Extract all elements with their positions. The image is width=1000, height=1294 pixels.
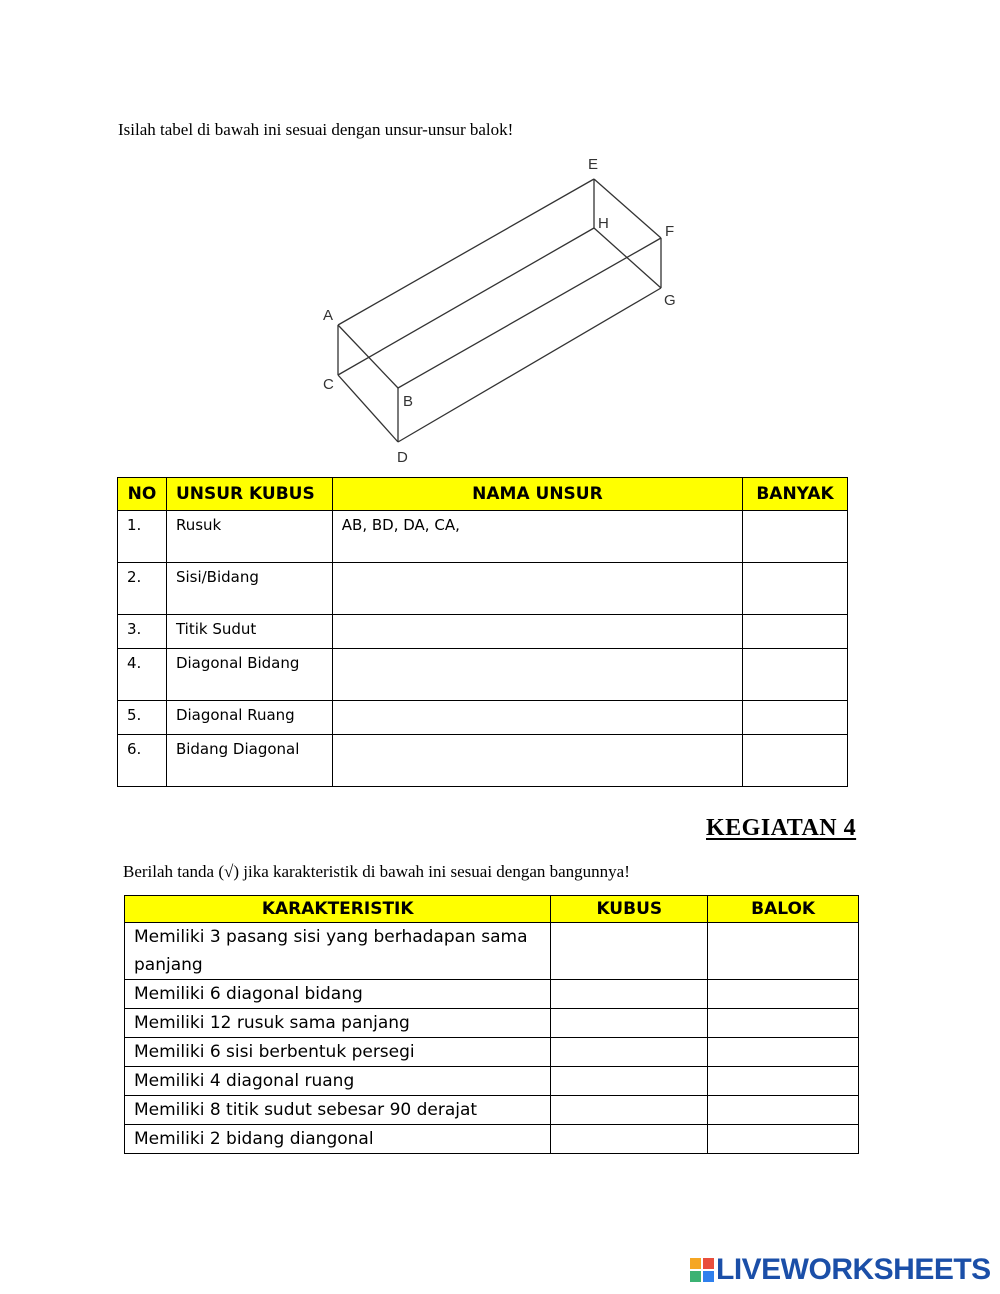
kubus-check-cell[interactable] (551, 1038, 708, 1067)
balok-check-cell[interactable] (708, 1067, 859, 1096)
banyak-field[interactable] (743, 563, 848, 615)
nama-unsur-field[interactable] (332, 615, 742, 649)
row-unsur: Diagonal Ruang (166, 701, 332, 735)
kubus-check-cell[interactable] (551, 923, 708, 980)
banyak-field[interactable] (743, 615, 848, 649)
edge-c-h (338, 228, 594, 375)
table-row (118, 735, 848, 787)
vertex-label-e: E (588, 156, 599, 173)
karakteristik-text: Memiliki 2 bidang diangonal (125, 1125, 551, 1154)
row-no: 6. (118, 735, 167, 787)
liveworksheets-logo-icon (690, 1258, 714, 1282)
row-no: 4. (118, 649, 167, 701)
banyak-field[interactable] (743, 649, 848, 701)
row-no: 2. (118, 563, 167, 615)
edge-a-e (338, 179, 594, 325)
vertex-label-c: C (323, 376, 334, 393)
vertex-label-a: A (323, 307, 334, 324)
karakteristik-text: Memiliki 12 rusuk sama panjang (125, 1009, 551, 1038)
kubus-check-cell[interactable] (551, 980, 708, 1009)
table-row (125, 1038, 859, 1067)
table-header-row (118, 478, 848, 511)
kubus-check-cell[interactable] (551, 1096, 708, 1125)
table-row (125, 980, 859, 1009)
banyak-field[interactable] (743, 511, 848, 563)
table-row (125, 1067, 859, 1096)
row-no: 1. (118, 511, 167, 563)
row-no: 3. (118, 615, 167, 649)
karakteristik-text: Memiliki 6 sisi berbentuk persegi (125, 1038, 551, 1067)
row-unsur: Rusuk (166, 511, 332, 563)
edge-a-b (338, 325, 398, 388)
vertex-label-g: G (664, 292, 676, 309)
kegiatan-heading: KEGIATAN 4 (706, 815, 857, 841)
edge-c-d (338, 375, 398, 442)
balok-check-cell[interactable] (708, 1096, 859, 1125)
vertex-label-f: F (665, 223, 675, 240)
header-unsur-kubus: UNSUR KUBUS (166, 478, 332, 511)
row-unsur: Diagonal Bidang (166, 649, 332, 701)
header-kubus: KUBUS (551, 896, 708, 923)
nama-unsur-field[interactable] (332, 649, 742, 701)
cuboid-figure (300, 150, 700, 470)
header-nama-unsur: NAMA UNSUR (332, 478, 742, 511)
table-row (118, 701, 848, 735)
karakteristik-text: Memiliki 6 diagonal bidang (125, 980, 551, 1009)
vertex-label-h: H (598, 215, 609, 232)
vertex-label-b: B (403, 393, 414, 410)
instruction-text-1: Isilah tabel di bawah ini sesuai dengan unsur-unsur balok! (118, 120, 514, 139)
brand-name: LIVEWORKSHEETS (716, 1253, 991, 1286)
karakteristik-text: Memiliki 3 pasang sisi yang berhadapan sama panjang (125, 923, 551, 980)
table-row (118, 563, 848, 615)
header-karakteristik: KARAKTERISTIK (125, 896, 551, 923)
table-row (125, 1125, 859, 1154)
karakteristik-table (124, 895, 859, 1154)
balok-check-cell[interactable] (708, 923, 859, 980)
row-unsur: Titik Sudut (166, 615, 332, 649)
kubus-check-cell[interactable] (551, 1067, 708, 1096)
balok-check-cell[interactable] (708, 980, 859, 1009)
liveworksheets-brand (690, 1252, 991, 1288)
table-row (118, 511, 848, 563)
table-header-row (125, 896, 859, 923)
instruction-text-2: Berilah tanda (√) jika karakteristik di bawah ini sesuai dengan bangunnya! (123, 862, 630, 881)
row-unsur: Bidang Diagonal (166, 735, 332, 787)
balok-check-cell[interactable] (708, 1125, 859, 1154)
banyak-field[interactable] (743, 701, 848, 735)
table-row (125, 1009, 859, 1038)
row-no: 5. (118, 701, 167, 735)
banyak-field[interactable] (743, 735, 848, 787)
karakteristik-text: Memiliki 8 titik sudut sebesar 90 derajat (125, 1096, 551, 1125)
karakteristik-text: Memiliki 4 diagonal ruang (125, 1067, 551, 1096)
kubus-check-cell[interactable] (551, 1009, 708, 1038)
table-row (118, 615, 848, 649)
unsur-balok-table (117, 477, 848, 787)
nama-unsur-field[interactable] (332, 701, 742, 735)
vertex-label-d: D (397, 449, 408, 466)
header-banyak: BANYAK (743, 478, 848, 511)
nama-unsur-field[interactable] (332, 735, 742, 787)
balok-check-cell[interactable] (708, 1009, 859, 1038)
nama-unsur-field[interactable]: AB, BD, DA, CA, (332, 511, 742, 563)
kubus-check-cell[interactable] (551, 1125, 708, 1154)
table-row (125, 923, 859, 980)
header-no: NO (118, 478, 167, 511)
nama-unsur-field[interactable] (332, 563, 742, 615)
table-row (125, 1096, 859, 1125)
edge-h-g (594, 228, 661, 288)
header-balok: BALOK (708, 896, 859, 923)
table-row (118, 649, 848, 701)
row-unsur: Sisi/Bidang (166, 563, 332, 615)
balok-check-cell[interactable] (708, 1038, 859, 1067)
